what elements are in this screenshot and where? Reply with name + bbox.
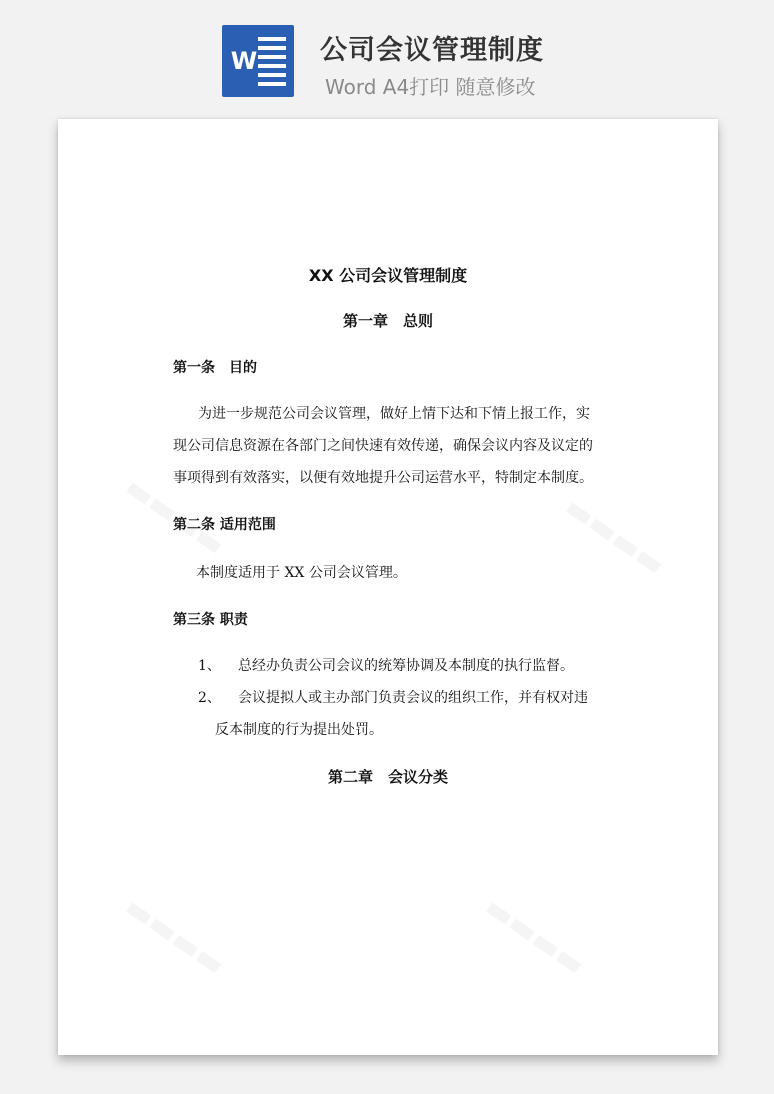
document-page xyxy=(58,119,718,1055)
banner-subtitle: Word A4打印 随意修改 xyxy=(325,75,536,99)
chapter-heading: 第二章 会议分类 xyxy=(327,768,448,786)
paragraph-line: 事项得到有效落实，以便有效地提升公司运营水平，特制定本制度。 xyxy=(173,470,593,486)
document-title: XX 公司会议管理制度 xyxy=(308,266,468,285)
article-heading: 第三条 职责 xyxy=(173,612,248,628)
paragraph-line: 现公司信息资源在各部门之间快速有效传递，确保会议内容及议定的 xyxy=(173,438,593,454)
article-heading: 第一条 目的 xyxy=(173,360,257,376)
list-item-text: 总经办负责公司会议的统筹协调及本制度的执行监督。 xyxy=(238,658,574,674)
word-icon xyxy=(222,25,294,97)
word-logo-letter: W xyxy=(230,47,258,75)
list-item-number: 2、 xyxy=(198,690,221,706)
list-item-text: 会议提拟人或主办部门负责会议的组织工作，并有权对违 xyxy=(238,690,588,706)
header-banner xyxy=(0,0,774,118)
article-heading: 第二条 适用范围 xyxy=(173,517,276,533)
chapter-heading: 第一章 总则 xyxy=(342,312,433,330)
paragraph-line: 本制度适用于 XX 公司会议管理。 xyxy=(196,565,407,581)
list-item-number: 1、 xyxy=(198,658,221,674)
paragraph-line: 为进一步规范公司会议管理，做好上情下达和下情上报工作，实 xyxy=(198,406,590,422)
banner-title: 公司会议管理制度 xyxy=(320,35,544,66)
document-body xyxy=(58,119,718,1055)
list-item-text: 反本制度的行为提出处罚。 xyxy=(215,722,383,738)
